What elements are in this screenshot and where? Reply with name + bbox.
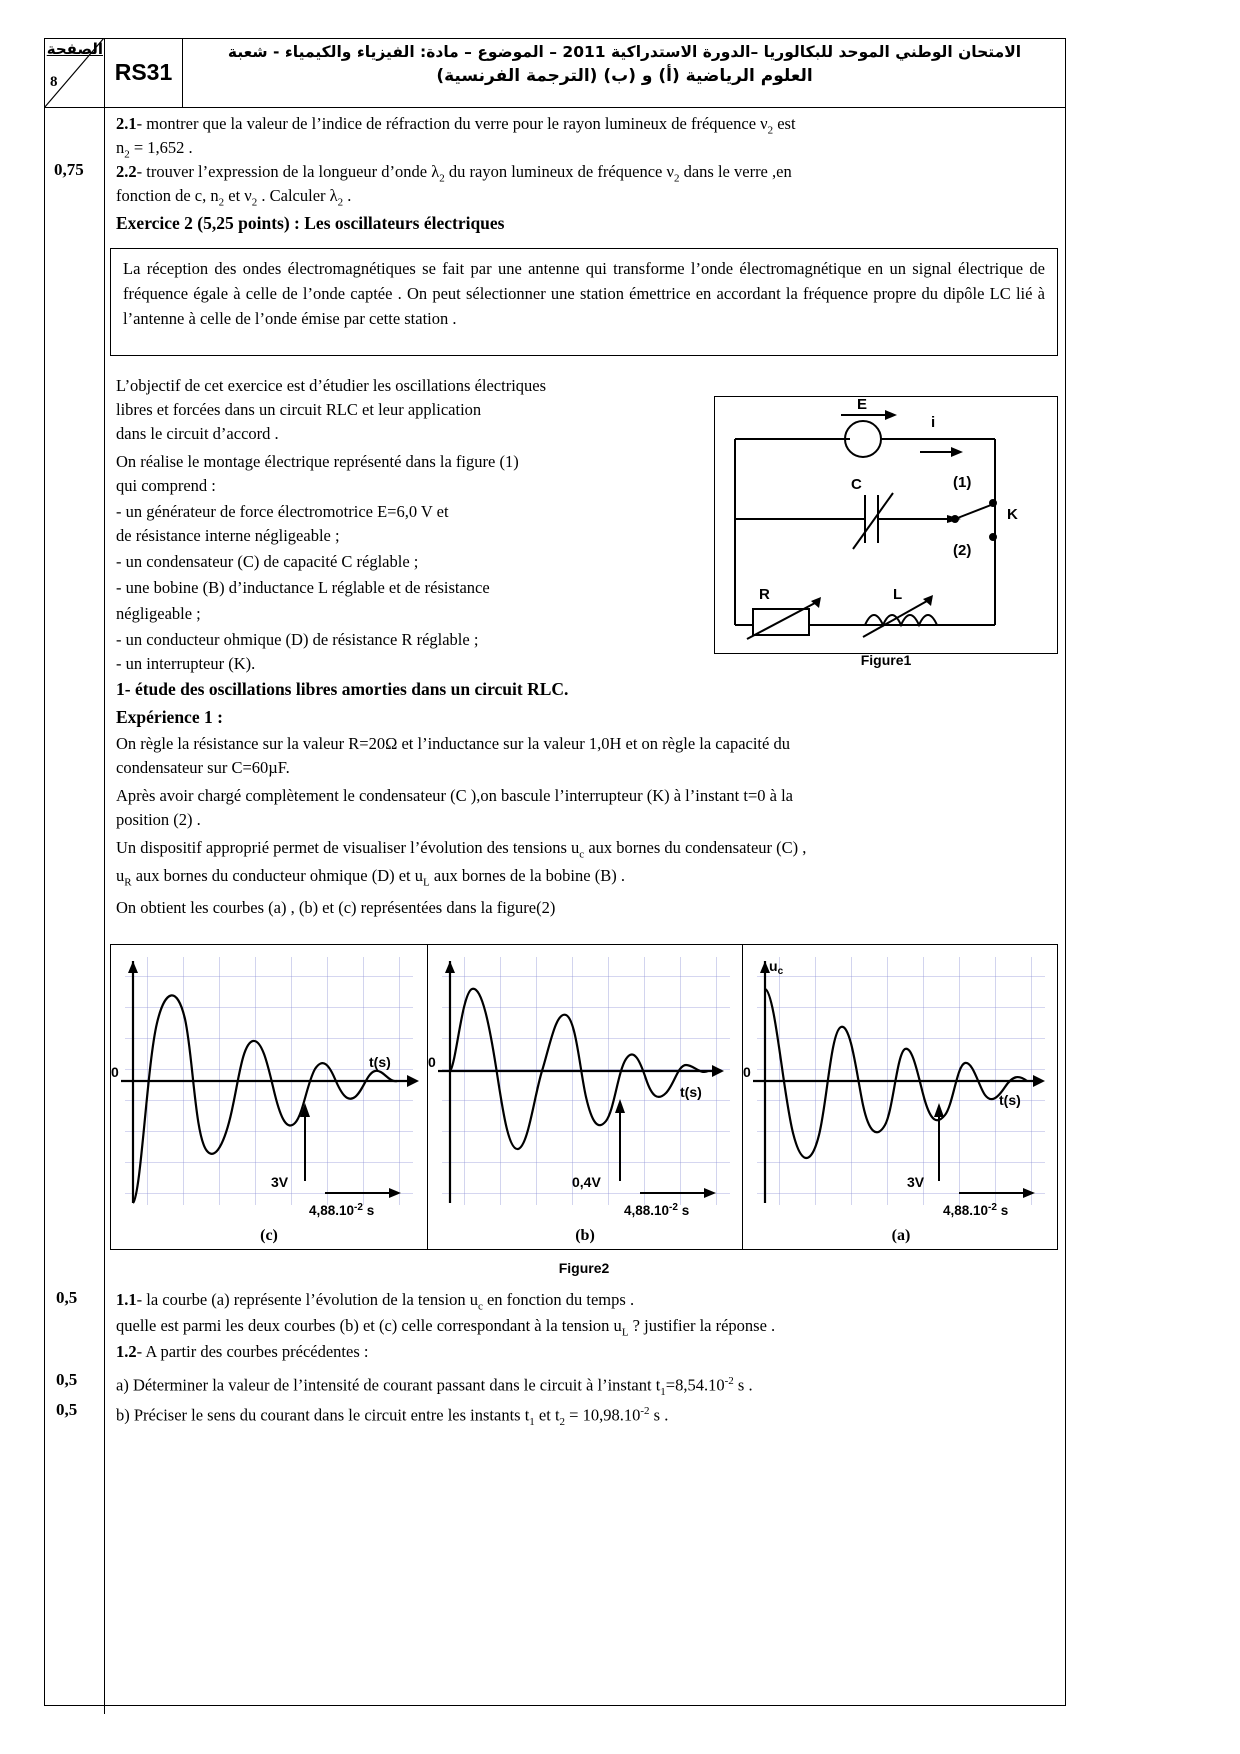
intro-line-1: libres et forcées dans un circuit RLC et leur application (116, 400, 482, 419)
page-label: الصفحة (46, 40, 103, 58)
figure-1-caption: Figure1 (860, 652, 912, 668)
label-K: K (1007, 506, 1018, 523)
exercise-title: Exercice 2 (5,25 points) : Les oscillateurs électriques (116, 213, 505, 233)
figure-2-curves (110, 944, 1058, 1250)
header-line1-left: – الموضوع – مادة: الفيزياء والكيمياء - شعبة (227, 43, 557, 61)
voltage-scale-b: 0,4V (572, 1174, 601, 1190)
header-year: 2011 (562, 43, 606, 61)
figure-2-caption: Figure2 (558, 1260, 610, 1276)
intro-quote-text: La réception des ondes électromagnétiques se fait par une antenne qui transforme l’onde électromagnétique en un signal électrique de fréquence égale à celle de l’onde captée . On peut sélectionner une station émettrice en accordant la fréquence propre du dipôle LC lié à l’antenne à celle de l’onde émise par cette station . (123, 259, 1045, 328)
label-pos2: (2) (953, 542, 972, 559)
curve-panel-a (743, 945, 1059, 1249)
header-line-1 (183, 43, 1066, 61)
axis-label-b: t(s) (680, 1084, 702, 1100)
part1-line-6: On obtient les courbes (a) , (b) et (c) représentées dans la figure(2) (116, 898, 556, 917)
intro-line-0: L’objectif de cet exercice est d’étudier les oscillations électriques (116, 376, 547, 395)
intro-line-11: - un interrupteur (K). (116, 654, 256, 673)
header-line-2: العلوم الرياضية (أ) و (ب) (الترجمة الفرنسية) (436, 66, 813, 86)
label-R: R (759, 586, 770, 603)
part1-line-0: On règle la résistance sur la valeur R=20Ω et l’inductance sur la valeur 1,0H et on règle la capacité du (116, 734, 790, 753)
voltage-scale-a: 3V (907, 1174, 925, 1190)
intro-line-7: - un condensateur (C) de capacité C réglable ; (116, 552, 419, 571)
question-1-2-b: b) Préciser le sens du courant dans le circuit entre les instants $t_1$ et $t_2 = 10,98.10^{-2}$ s . (116, 1405, 669, 1428)
label-C: C (851, 476, 862, 493)
left-margin-rule (104, 38, 105, 1714)
page-number: 8 (50, 74, 58, 90)
header-line1-right: الامتحان الوطني الموحد للبكالوريا –الدورة الاستدراكية (610, 43, 1022, 61)
part-1-title: 1- étude des oscillations libres amorties dans un circuit RLC. (116, 679, 569, 699)
question-1-1-b: quelle est parmi les deux courbes (b) et (c) celle correspondant à la tension $u_L$ ? justifier la réponse . (116, 1316, 776, 1339)
question-2-1: 2.1- montrer que la valeur de l’indice de réfraction du verre pour le rayon lumineux de fréquence $\nu_2$ est (116, 114, 796, 137)
mark-q12b: 0,5 (56, 1400, 78, 1419)
label-i: i (931, 414, 936, 431)
intro-line-6: de résistance interne négligeable ; (116, 526, 340, 545)
voltage-scale-c: 3V (271, 1174, 289, 1190)
y-axis-label-a: $u_c$ (769, 958, 784, 977)
page-number-cell (44, 38, 105, 108)
time-scale-c: $4,88.10^{-2}$ s (309, 1202, 375, 1218)
question-2-2: 2.2- trouver l’expression de la longueur d’onde $\lambda_2$ du rayon lumineux de fréquence $\nu_2$ dans le verre ,en (116, 162, 792, 185)
header-main (183, 38, 1066, 108)
part1-line-1: condensateur sur C=60µF. (116, 758, 290, 777)
origin-label-a: 0 (743, 1064, 751, 1080)
time-scale-b: $4,88.10^{-2}$ s (624, 1202, 690, 1218)
axis-label-a: t(s) (999, 1092, 1021, 1108)
axis-label-c: t(s) (369, 1054, 391, 1070)
label-E: E (857, 397, 868, 413)
question-1-2-a: a) Déterminer la valeur de l’intensité de courant passant dans le circuit à l’instant $t_1=8,54.10^{-2}$ s . (116, 1375, 753, 1398)
time-scale-a: $4,88.10^{-2}$ s (943, 1202, 1009, 1218)
curve-a-svg (743, 945, 1059, 1225)
part1-line-4: Un dispositif approprié permet de visualiser l’évolution des tensions $u_c$ aux bornes du condensateur (C) , (116, 838, 807, 861)
curve-b-svg (428, 945, 744, 1225)
label-L: L (893, 586, 903, 603)
mark-q11: 0,5 (56, 1288, 78, 1307)
part1-line-2: Après avoir chargé complètement le condensateur (C ),on bascule l’interrupteur (K) à l’instant t=0 à la (116, 786, 793, 805)
panel-label-b: (b) (575, 1227, 595, 1244)
curve-panel-c (111, 945, 427, 1249)
mark-q12a: 0,5 (56, 1370, 78, 1389)
origin-label-b: 0 (428, 1054, 436, 1070)
circuit-diagram-svg (715, 397, 1057, 653)
intro-line-2: dans le circuit d’accord . (116, 424, 279, 443)
curve-c-svg (111, 945, 427, 1225)
intro-quote-box (110, 248, 1058, 356)
panel-label-c: (c) (260, 1227, 278, 1244)
mark-0-75: 0,75 (54, 160, 84, 179)
intro-line-8: - une bobine (B) d’inductance L réglable et de résistance (116, 578, 490, 597)
question-2-2-cont: fonction de c, $n_2$ et $\nu_2$ . Calculer $\lambda_2$ . (116, 186, 352, 209)
part1-line-3: position (2) . (116, 810, 201, 829)
intro-line-9: négligeable ; (116, 604, 201, 623)
panel-label-a: (a) (891, 1227, 911, 1244)
experience-title: Expérience 1 : (116, 707, 223, 727)
question-1-1-a: 1.1- la courbe (a) représente l’évolution de la tension $u_c$ en fonction du temps . (116, 1290, 635, 1313)
question-2-1-value: $n_2 = 1,652$ . (116, 138, 193, 161)
label-pos1: (1) (953, 474, 972, 491)
intro-line-3: On réalise le montage électrique représenté dans la figure (1) (116, 452, 519, 471)
curve-panel-b (427, 945, 743, 1249)
part1-line-5: $u_R$ aux bornes du conducteur ohmique (D) et $u_L$ aux bornes de la bobine (B) . (116, 866, 625, 889)
origin-label-c: 0 (111, 1064, 119, 1080)
intro-line-4: qui comprend : (116, 476, 216, 495)
intro-line-10: - un conducteur ohmique (D) de résistance R réglable ; (116, 630, 479, 649)
page-header (44, 38, 1066, 108)
figure-1-circuit (714, 396, 1058, 654)
exam-code: RS31 (105, 38, 183, 108)
question-1-2: 1.2- A partir des courbes précédentes : (116, 1342, 369, 1361)
intro-line-5: - un générateur de force électromotrice E=6,0 V et (116, 502, 449, 521)
